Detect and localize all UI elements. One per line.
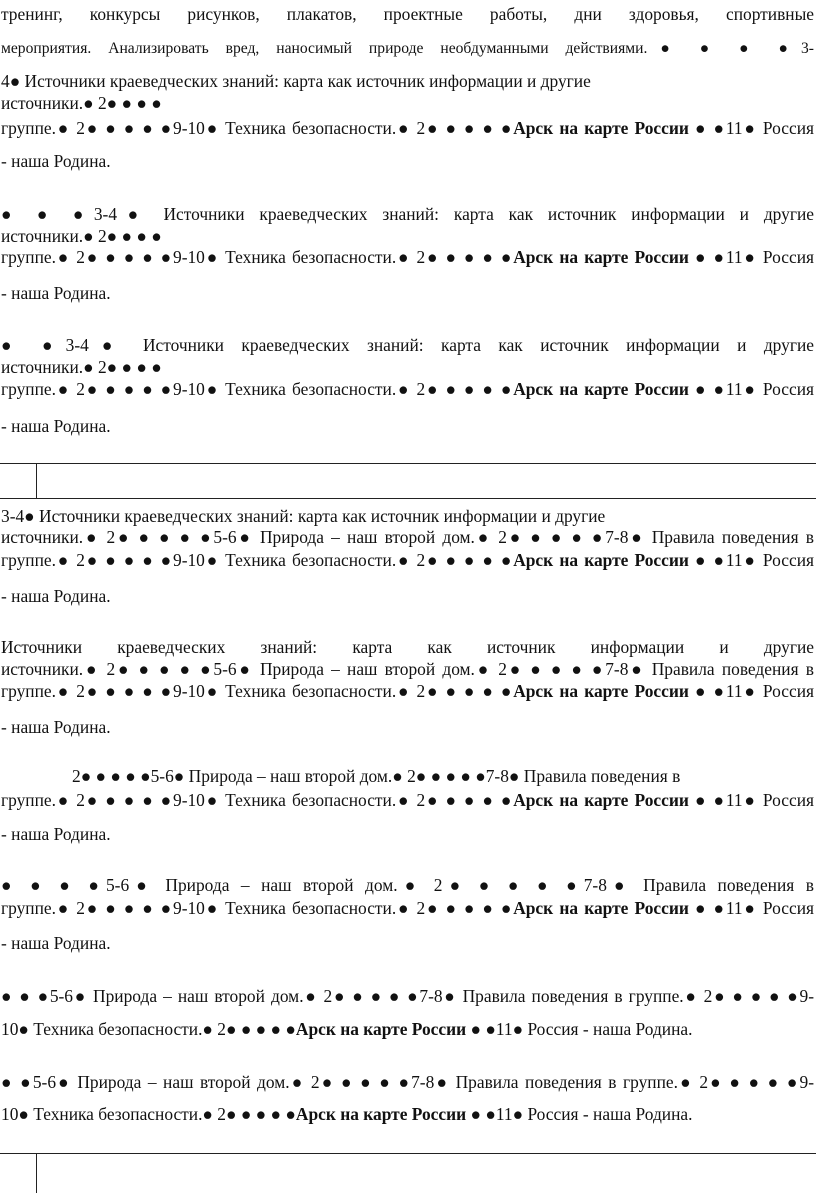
text-span: ● ●11● Россия — [688, 379, 814, 399]
text-line — [1, 789, 814, 811]
text-line — [1, 246, 814, 268]
table-border — [0, 498, 816, 499]
text-span: 10● Техника безопасности.● 2● ● ● ● ● — [1, 1104, 296, 1124]
text-line: - наша Родина. — [1, 824, 111, 844]
text-span: группе.● 2● ● ● ● ●9-10● Техника безопасности.● 2● ● ● ● ● — [1, 550, 514, 570]
bold-text: Арск на карте России — [513, 550, 689, 570]
text-line — [1, 897, 814, 919]
text-line: источники.● 2● ● ● ● — [1, 226, 162, 246]
text-span: 10● Техника безопасности.● 2● ● ● ● ● — [1, 1019, 296, 1039]
text-line: источники.● 2● ● ● ● — [1, 93, 162, 113]
text-line: ● ●5-6● Природа – наш второй дом.● 2● ● ● ● ●7-8● Правила поведения в группе.● 2● ● ● ● ●9- — [1, 1072, 814, 1092]
bold-text: Арск на карте России — [295, 1104, 467, 1124]
text-span: группе.● 2● ● ● ● ●9-10● Техника безопасности.● 2● ● ● ● ● — [1, 681, 514, 701]
text-span: группе.● 2● ● ● ● ●9-10● Техника безопасности.● 2● ● ● ● ● — [1, 790, 514, 810]
text-span: ● ●11● Россия - наша Родина. — [466, 1104, 693, 1124]
text-span: ● ●11● Россия — [688, 681, 814, 701]
bold-text: Арск на карте России — [513, 247, 689, 267]
text-line: ● ● ●5-6● Природа – наш второй дом.● 2● ● ● ● ●7-8● Правила поведения в группе.● 2● ● ● ● ●9- — [1, 986, 814, 1006]
bold-text: Арск на карте России — [513, 379, 689, 399]
text-line: Источники краеведческих знаний: карта как источник информации и другие — [1, 637, 814, 657]
text-line: - наша Родина. — [1, 586, 111, 606]
table-border — [0, 1153, 816, 1154]
text-span: группе.● 2● ● ● ● ●9-10● Техника безопасности.● 2● ● ● ● ● — [1, 118, 514, 138]
text-line: источники.● 2● ● ● ● ●5-6● Природа – наш второй дом.● 2● ● ● ● ●7-8● Правила поведения в — [1, 659, 814, 679]
text-line: 2● ● ● ● ●5-6● Природа – наш второй дом.● 2● ● ● ● ●7-8● Правила поведения в — [72, 766, 681, 786]
table-border — [0, 463, 816, 464]
text-line: - наша Родина. — [1, 151, 111, 171]
text-span: ● ●11● Россия — [688, 118, 814, 138]
text-line: ● ● ●3-4● Источники краеведческих знаний: карта как источник информации и другие — [1, 204, 814, 224]
text-span: ● ●11● Россия — [688, 790, 814, 810]
text-line — [1, 1103, 814, 1125]
bold-text: Арск на карте России — [513, 898, 689, 918]
text-line — [1, 117, 814, 139]
bold-text: Арск на карте России — [295, 1019, 467, 1039]
text-line — [1, 1018, 814, 1040]
text-line: источники.● 2● ● ● ● ●5-6● Природа – наш второй дом.● 2● ● ● ● ●7-8● Правила поведения в — [1, 527, 814, 547]
text-span: группе.● 2● ● ● ● ●9-10● Техника безопасности.● 2● ● ● ● ● — [1, 247, 514, 267]
text-span: группе.● 2● ● ● ● ●9-10● Техника безопасности.● 2● ● ● ● ● — [1, 898, 514, 918]
text-line: ● ●3-4● Источники краеведческих знаний: карта как источник информации и другие — [1, 335, 814, 355]
text-line: источники.● 2● ● ● ● — [1, 357, 162, 377]
text-line: - наша Родина. — [1, 933, 111, 953]
table-cell-divider — [36, 463, 37, 499]
text-line: мероприятия. Анализировать вред, наносимый природе необдуманными действиями.● ● ● ●3- — [1, 40, 814, 57]
text-line — [1, 680, 814, 702]
text-line: 4● Источники краеведческих знаний: карта как источник информации и другие — [1, 71, 591, 91]
text-line — [1, 378, 814, 400]
bold-text: Арск на карте России — [513, 118, 689, 138]
bold-text: Арск на карте России — [513, 790, 689, 810]
text-span: группе.● 2● ● ● ● ●9-10● Техника безопасности.● 2● ● ● ● ● — [1, 379, 514, 399]
table-cell-divider — [36, 1153, 37, 1193]
bold-text: Арск на карте России — [513, 681, 689, 701]
text-line — [1, 549, 814, 571]
text-span: ● ●11● Россия — [688, 550, 814, 570]
text-line: - наша Родина. — [1, 416, 111, 436]
text-line: 3-4● Источники краеведческих знаний: карта как источник информации и другие — [1, 506, 606, 526]
text-line: - наша Родина. — [1, 283, 111, 303]
text-span: ● ●11● Россия — [688, 247, 814, 267]
text-span: ● ●11● Россия — [688, 898, 814, 918]
text-line: ● ● ● ●5-6● Природа – наш второй дом.● 2● ● ● ● ●7-8● Правила поведения в — [1, 875, 814, 895]
text-line: тренинг, конкурсы рисунков, плакатов, проектные работы, дни здоровья, спортивные — [1, 4, 814, 24]
text-line: - наша Родина. — [1, 717, 111, 737]
text-span: ● ●11● Россия - наша Родина. — [466, 1019, 693, 1039]
